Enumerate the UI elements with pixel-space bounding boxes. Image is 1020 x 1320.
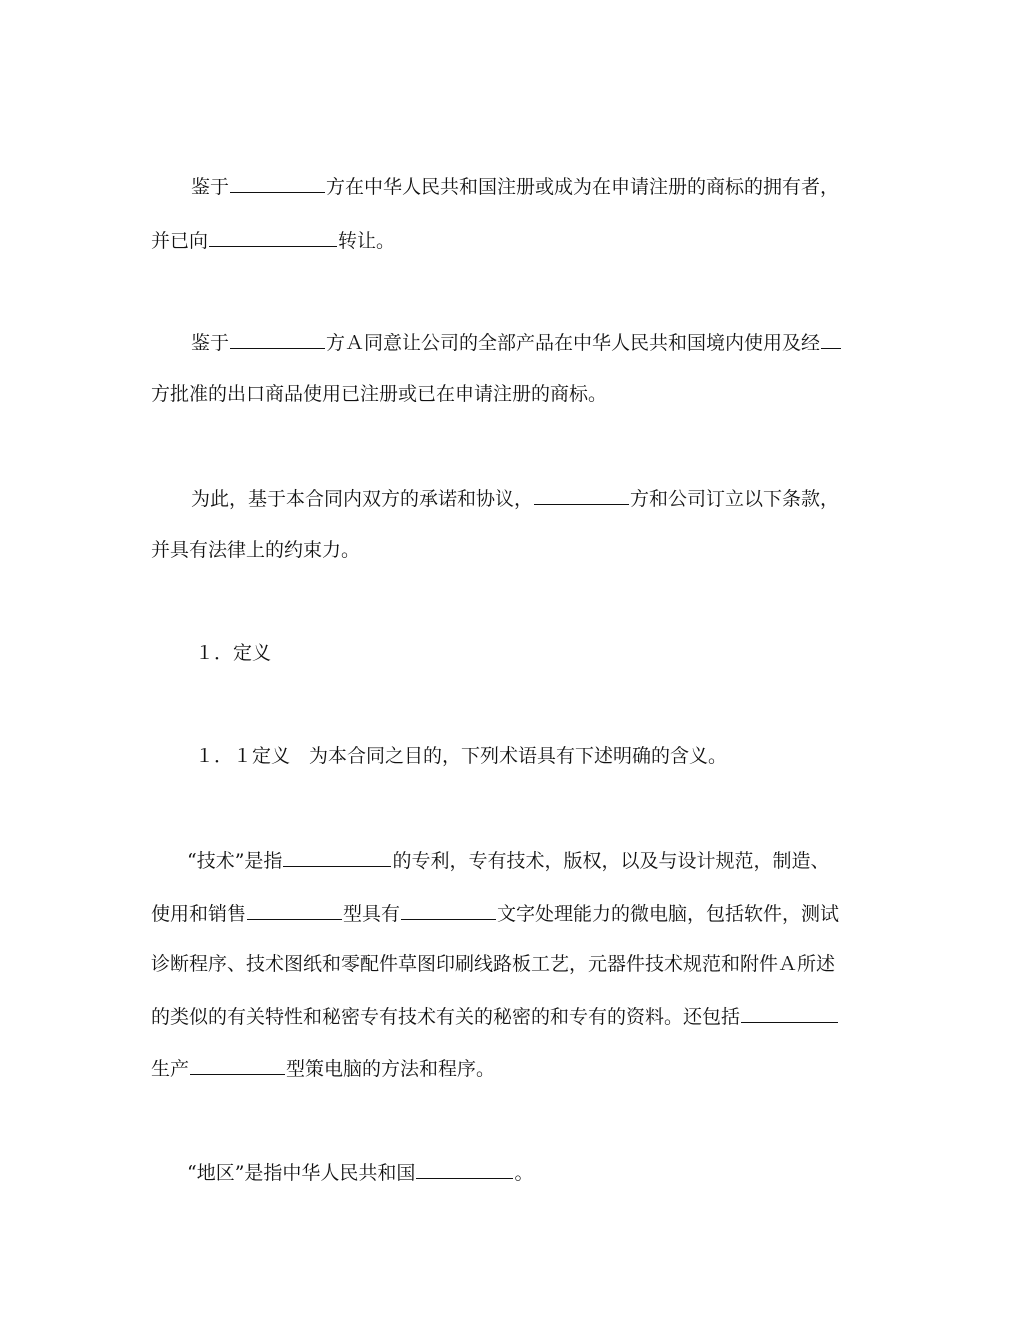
blank-field[interactable] (416, 1160, 513, 1179)
tech-line-2 (151, 901, 839, 926)
section-subheading (195, 744, 727, 768)
p1-line-1 (191, 174, 839, 199)
region-line-1 (187, 1160, 533, 1185)
text: 的类似的有关特性和秘密专有技术有关的秘密的和专有的资料。还包括 (151, 1006, 741, 1028)
text: “技术”是指 (187, 850, 283, 872)
text: 鉴于 (191, 176, 230, 198)
p3-line-2 (151, 538, 360, 562)
blank-field[interactable] (230, 174, 325, 193)
blank-field[interactable] (230, 330, 325, 349)
blank-field[interactable] (401, 901, 496, 920)
tech-line-4 (151, 1004, 839, 1029)
text: １．１定义 为本合同之目的，下列术语具有下述明确的含义。 (195, 745, 728, 767)
text: 方和公司订立以下条款， (630, 488, 840, 510)
tech-line-3 (151, 952, 835, 976)
text: 鉴于 (191, 332, 230, 354)
blank-field[interactable] (741, 1004, 838, 1023)
text: 为此，基于本合同内双方的承诺和协议， (191, 488, 534, 510)
text: 生产 (151, 1058, 190, 1080)
text: 诊断程序、技术图纸和零配件草图印刷线路板工艺，元器件技术规范和附件Ａ所述 (151, 953, 836, 975)
blank-field[interactable] (821, 330, 841, 349)
text: 文字处理能力的微电脑，包括软件，测试 (497, 903, 840, 925)
text: 转让。 (338, 230, 396, 252)
text: 型策电脑的方法和程序。 (286, 1058, 496, 1080)
text: 方在中华人民共和国注册或成为在申请注册的商标的拥有者， (326, 176, 840, 198)
blank-field[interactable] (209, 228, 337, 247)
blank-field[interactable] (190, 1056, 285, 1075)
blank-field[interactable] (247, 901, 342, 920)
text: 并具有法律上的约束力。 (151, 539, 361, 561)
tech-line-5 (151, 1056, 495, 1081)
text: 的专利，专有技术，版权，以及与设计规范，制造、 (392, 850, 830, 872)
text: 。 (514, 1162, 534, 1184)
p1-line-2 (151, 228, 395, 253)
blank-field[interactable] (534, 486, 629, 505)
text: 型具有 (343, 903, 401, 925)
text: 方批准的出口商品使用已注册或已在申请注册的商标。 (151, 383, 608, 405)
section-heading (195, 641, 271, 665)
text: 并已向 (151, 230, 209, 252)
tech-line-1 (187, 848, 829, 873)
text: １．定义 (195, 642, 272, 664)
p2-line-1 (191, 330, 842, 355)
blank-field[interactable] (283, 848, 391, 867)
p3-line-1 (191, 486, 839, 511)
text: 使用和销售 (151, 903, 247, 925)
p2-line-2 (151, 382, 607, 406)
text: 方Ａ同意让公司的全部产品在中华人民共和国境内使用及经 (326, 332, 821, 354)
text: “地区”是指中华人民共和国 (187, 1162, 416, 1184)
